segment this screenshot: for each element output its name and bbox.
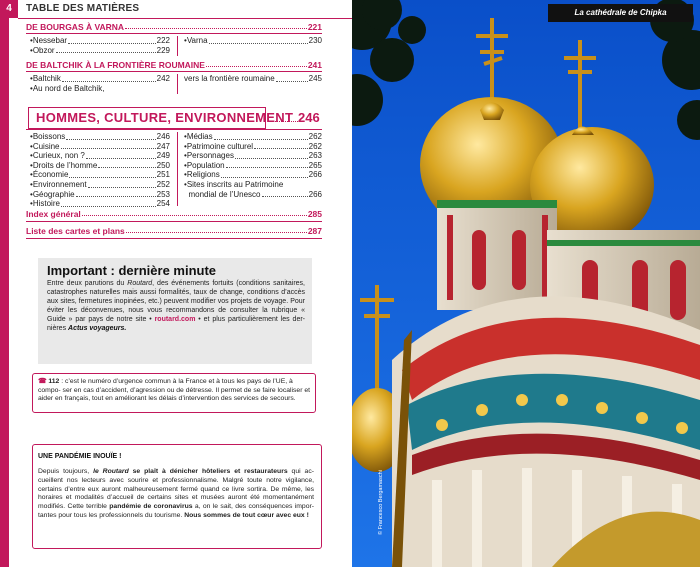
section-rule (26, 33, 322, 34)
toc-column-left (30, 36, 170, 55)
toc-entry[interactable]: • Boissons 246 (30, 132, 170, 141)
section-rule (26, 129, 322, 130)
toc-entry[interactable]: mondial de l’Unesco 266 (188, 189, 322, 199)
section-page: 241 (307, 60, 322, 70)
page-number: 4 (0, 0, 18, 18)
hce-title[interactable]: HOMMES, CULTURE, ENVIRONNEMENT (36, 110, 294, 125)
cathedral-illustration (352, 0, 700, 567)
section-rule (26, 71, 322, 72)
hce-page: 246 (298, 110, 320, 125)
important-title: Important : dernière minute (47, 263, 217, 278)
column-separator (177, 132, 178, 206)
toc-section-bourgas-varna[interactable] (26, 22, 322, 32)
section-page: 221 (307, 22, 322, 32)
section-rule (26, 221, 322, 222)
toc-entry[interactable]: • Médias 262 (184, 132, 322, 141)
page-spine (0, 0, 9, 567)
section-label: DE BOURGAS À VARNA (26, 22, 125, 32)
toc-entry[interactable]: • Sites inscrits au Patrimoine (184, 179, 284, 189)
toc-section-baltchik[interactable] (26, 60, 322, 70)
toc-entry[interactable]: • Géographie 253 (30, 189, 170, 199)
toc-column-left (30, 132, 170, 209)
site-link[interactable]: routard.com (154, 316, 196, 323)
toc-entry[interactable]: • Économie 251 (30, 170, 170, 180)
toc-column-right (184, 36, 322, 46)
toc-entry[interactable]: vers la frontière roumaine 245 (184, 74, 322, 83)
toc-entry[interactable]: • Personnages 263 (184, 151, 322, 161)
hce-dots (268, 121, 298, 122)
phone-icon: ☎ (38, 378, 47, 385)
title-rule (18, 18, 352, 19)
column-separator (177, 74, 178, 94)
toc-entry[interactable]: • Cuisine 247 (30, 141, 170, 151)
toc-entry[interactable]: • Patrimoine culturel 262 (184, 141, 322, 151)
toc-entry[interactable]: • Environnement 252 (30, 179, 170, 189)
photo-credit: © Francesco Bergamaschi (378, 470, 384, 535)
toc-entry[interactable]: • Population 265 (184, 160, 322, 170)
toc-entry[interactable]: • Obzor 229 (30, 45, 170, 55)
important-text: Entre deux parutions du Routard, des événements fortuits (conditions sanitaires, catastrophes naturelles mais aussi formalités, taux de change, conditions d’accès aux sites, fermetures inopinées, etc.) peuvent modifier vos projets de voyage. Pour éviter les déconvenues, nous vous recommandons de consulter la rubrique « Guide » par pays de notre site • routard.com • et plus particulièrement les der- nières Actus voyageurs. (47, 280, 306, 332)
pandemic-text: Depuis toujours, le Routard se plaît à dénicher hôteliers et restaurateurs qui ac- cueillent nos lecteurs avec sourire et professionnalisme. Malgré toute notre vigilance, certains d’entre eux auront malheureusement fermé quand ce livre sortira. De même, les horaires et modalités d’accueil de certains sites et musées auront été momentanément modifiés. Cette terrible pandémie de coronavirus a, on le sait, des conséquences impor- tantes pour tous les professionnels du tourisme. Nous sommes de tout cœur avec eux ! (38, 468, 314, 519)
toc-maps[interactable]: Liste des cartes et plans 287 (26, 226, 322, 236)
pandemic-title: UNE PANDÉMIE INOUÏE ! (38, 453, 122, 460)
cathedral-photo (352, 0, 700, 567)
toc-entry[interactable]: • Religions 266 (184, 170, 322, 180)
toc-entry[interactable]: • Droits de l’homme 250 (30, 160, 170, 170)
toc-column-right (184, 74, 322, 84)
page-title: TABLE DES MATIÈRES (26, 3, 140, 14)
emergency-text: ☎ 112 : c’est le numéro d’urgence commun à la France et à tous les pays de l’UE, à compo- ser en cas d’accident, d’agression ou de détresse. Il permet de se faire localiser et aider en français, tout en améliorant les délais d’intervention des services de secours. (38, 378, 311, 403)
section-rule (26, 238, 322, 239)
toc-entry[interactable]: • Au nord de Baltchik, (30, 83, 105, 93)
toc-entry[interactable]: • Histoire 254 (30, 199, 170, 209)
toc-index[interactable]: Index général 285 (26, 209, 322, 219)
toc-entry[interactable]: • Nessebar 222 (30, 36, 170, 45)
photo-caption: La cathédrale de Chipka (548, 4, 693, 22)
column-separator (177, 36, 178, 56)
toc-entry[interactable]: • Varna 230 (184, 36, 322, 45)
toc-entry[interactable]: • Curieux, non ? 249 (30, 151, 170, 161)
toc-column-left (30, 74, 170, 93)
toc-column-right (184, 132, 322, 199)
toc-entry[interactable]: • Baltchik 242 (30, 74, 170, 83)
section-label: DE BALTCHIK À LA FRONTIÈRE ROUMAINE (26, 60, 205, 70)
